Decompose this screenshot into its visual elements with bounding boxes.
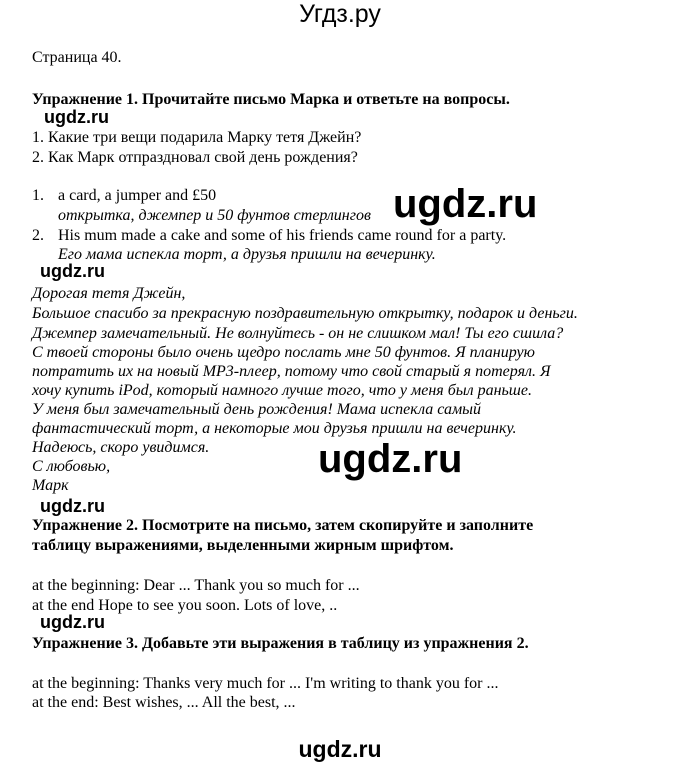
- exercise-3-heading: Упражнение 3. Добавьте эти выражения в таблицу из упражнения 2.: [32, 635, 529, 652]
- answer-1-translation: открытка, джемпер и 50 фунтов стерлингов: [58, 207, 371, 224]
- answer-1: [32, 186, 216, 206]
- letter-line: Джемпер замечательный. Не волнуйтесь - он не слишком мал! Ты его сшила?: [32, 325, 564, 342]
- site-title: Угдз.ру: [299, 0, 381, 28]
- question-2: 2. Как Марк отпраздновал свой день рождения?: [32, 149, 358, 166]
- watermark: ugdz.ru: [318, 437, 463, 481]
- watermark: ugdz.ru: [393, 182, 538, 226]
- exercise-2-heading-cont: таблицу выражениями, выделенными жирным шрифтом.: [32, 537, 454, 554]
- question-1: 1. Какие три вещи подарила Марку тетя Джейн?: [32, 129, 362, 146]
- page-label: Страница 40.: [32, 49, 122, 66]
- answer-1-number: 1.: [32, 187, 44, 204]
- answer-2: [32, 226, 506, 246]
- letter-line: фантастический торт, а некоторые мои друзья пришли на вечеринку.: [32, 420, 517, 437]
- letter-line: С любовью,: [32, 458, 111, 475]
- exercise-2-line-1: at the beginning: Dear ... Thank you so much for ...: [32, 577, 360, 594]
- footer-watermark: ugdz.ru: [298, 736, 382, 762]
- exercise-2-line-2: at the end Hope to see you soon. Lots of love, ..: [32, 597, 338, 614]
- answer-2-text: His mum made a cake and some of his friends came round for a party.: [58, 227, 507, 244]
- letter-line: У меня был замечательный день рождения! Мама испекла самый: [32, 401, 481, 418]
- letter-line: С твоей стороны было очень щедро послать мне 50 фунтов. Я планирую: [32, 344, 535, 361]
- exercise-3-line-1: at the beginning: Thanks very much for ... I'm writing to thank you for ...: [32, 675, 499, 692]
- answer-2-number: 2.: [32, 227, 44, 244]
- letter-line: Большое спасибо за прекрасную поздравительную открытку, подарок и деньги.: [32, 305, 578, 322]
- watermark: ugdz.ru: [40, 612, 105, 632]
- exercise-3-line-2: at the end: Best wishes, ... All the best, ...: [32, 694, 296, 711]
- watermark: ugdz.ru: [44, 107, 109, 127]
- letter-line: Марк: [32, 477, 69, 494]
- exercise-1-heading: Упражнение 1. Прочитайте письмо Марка и ответьте на вопросы.: [32, 91, 510, 108]
- watermark: ugdz.ru: [40, 261, 105, 281]
- answer-1-text: a card, a jumper and £50: [58, 187, 217, 204]
- exercise-2-heading: Упражнение 2. Посмотрите на письмо, затем скопируйте и заполните: [32, 517, 534, 534]
- letter-line: хочу купить iPod, который намного лучше того, что у меня был раньше.: [32, 382, 532, 399]
- letter-line: потратить их на новый MP3-плеер, потому что свой старый я потерял. Я: [32, 363, 551, 380]
- letter-line: Надеюсь, скоро увидимся.: [32, 439, 210, 456]
- answer-2-translation: Его мама испекла торт, а друзья пришли на вечеринку.: [58, 246, 436, 263]
- letter-line: Дорогая тетя Джейн,: [32, 285, 186, 302]
- watermark: ugdz.ru: [40, 496, 105, 516]
